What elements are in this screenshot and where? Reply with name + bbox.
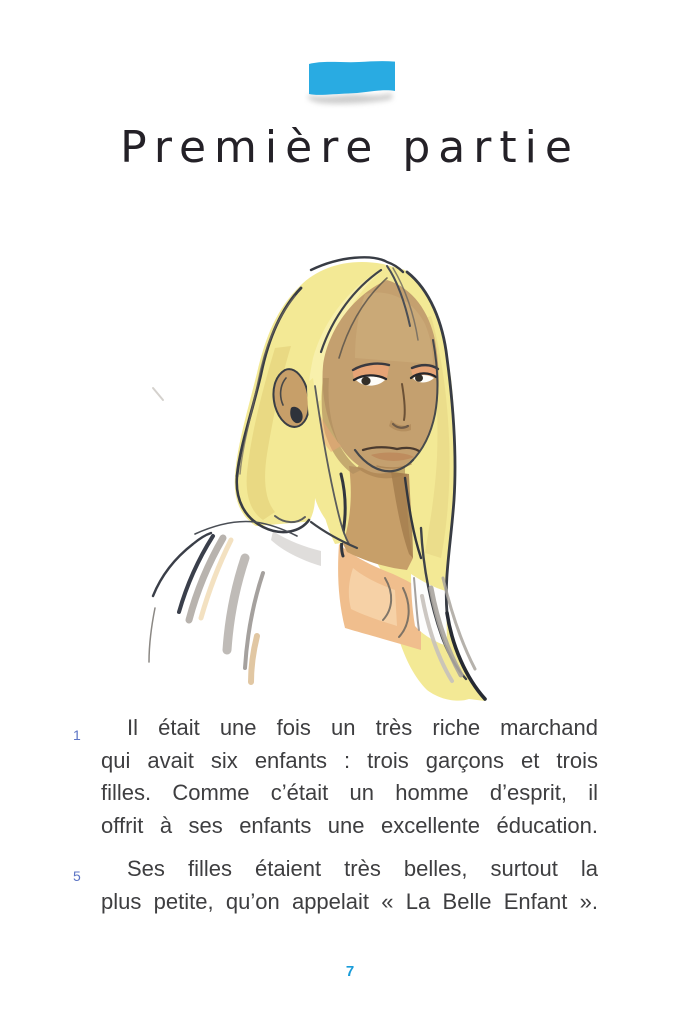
text-line: Il était une fois un très riche marchand [127,715,598,740]
text-line: offrit à ses enfants une excellente éducation. [101,812,598,838]
text-line: filles. Comme c’était un homme d’esprit, il [101,780,598,805]
paragraph [73,853,598,918]
section-marker-flag [304,55,402,111]
paragraph-lines [101,712,598,842]
paragraph [73,712,598,842]
eye-left-iris [361,377,370,385]
text-line: qui avait six enfants : trois garçons et trois [101,747,598,773]
chapter-title: Première partie [120,122,580,173]
pencil-tick [153,388,163,400]
page-number: 7 [345,963,355,980]
line-number: 1 [73,727,81,743]
flag-shape [309,61,395,95]
portrait-drawing [125,228,575,713]
line-number: 5 [73,868,81,884]
text-line: Ses filles étaient très belles, surtout la [127,856,598,881]
body-text [73,712,598,929]
text-line: plus petite, qu’on appelait « La Belle Enfant ». [101,888,598,914]
illustration-portrait [125,228,575,713]
paragraph-lines [101,853,598,918]
